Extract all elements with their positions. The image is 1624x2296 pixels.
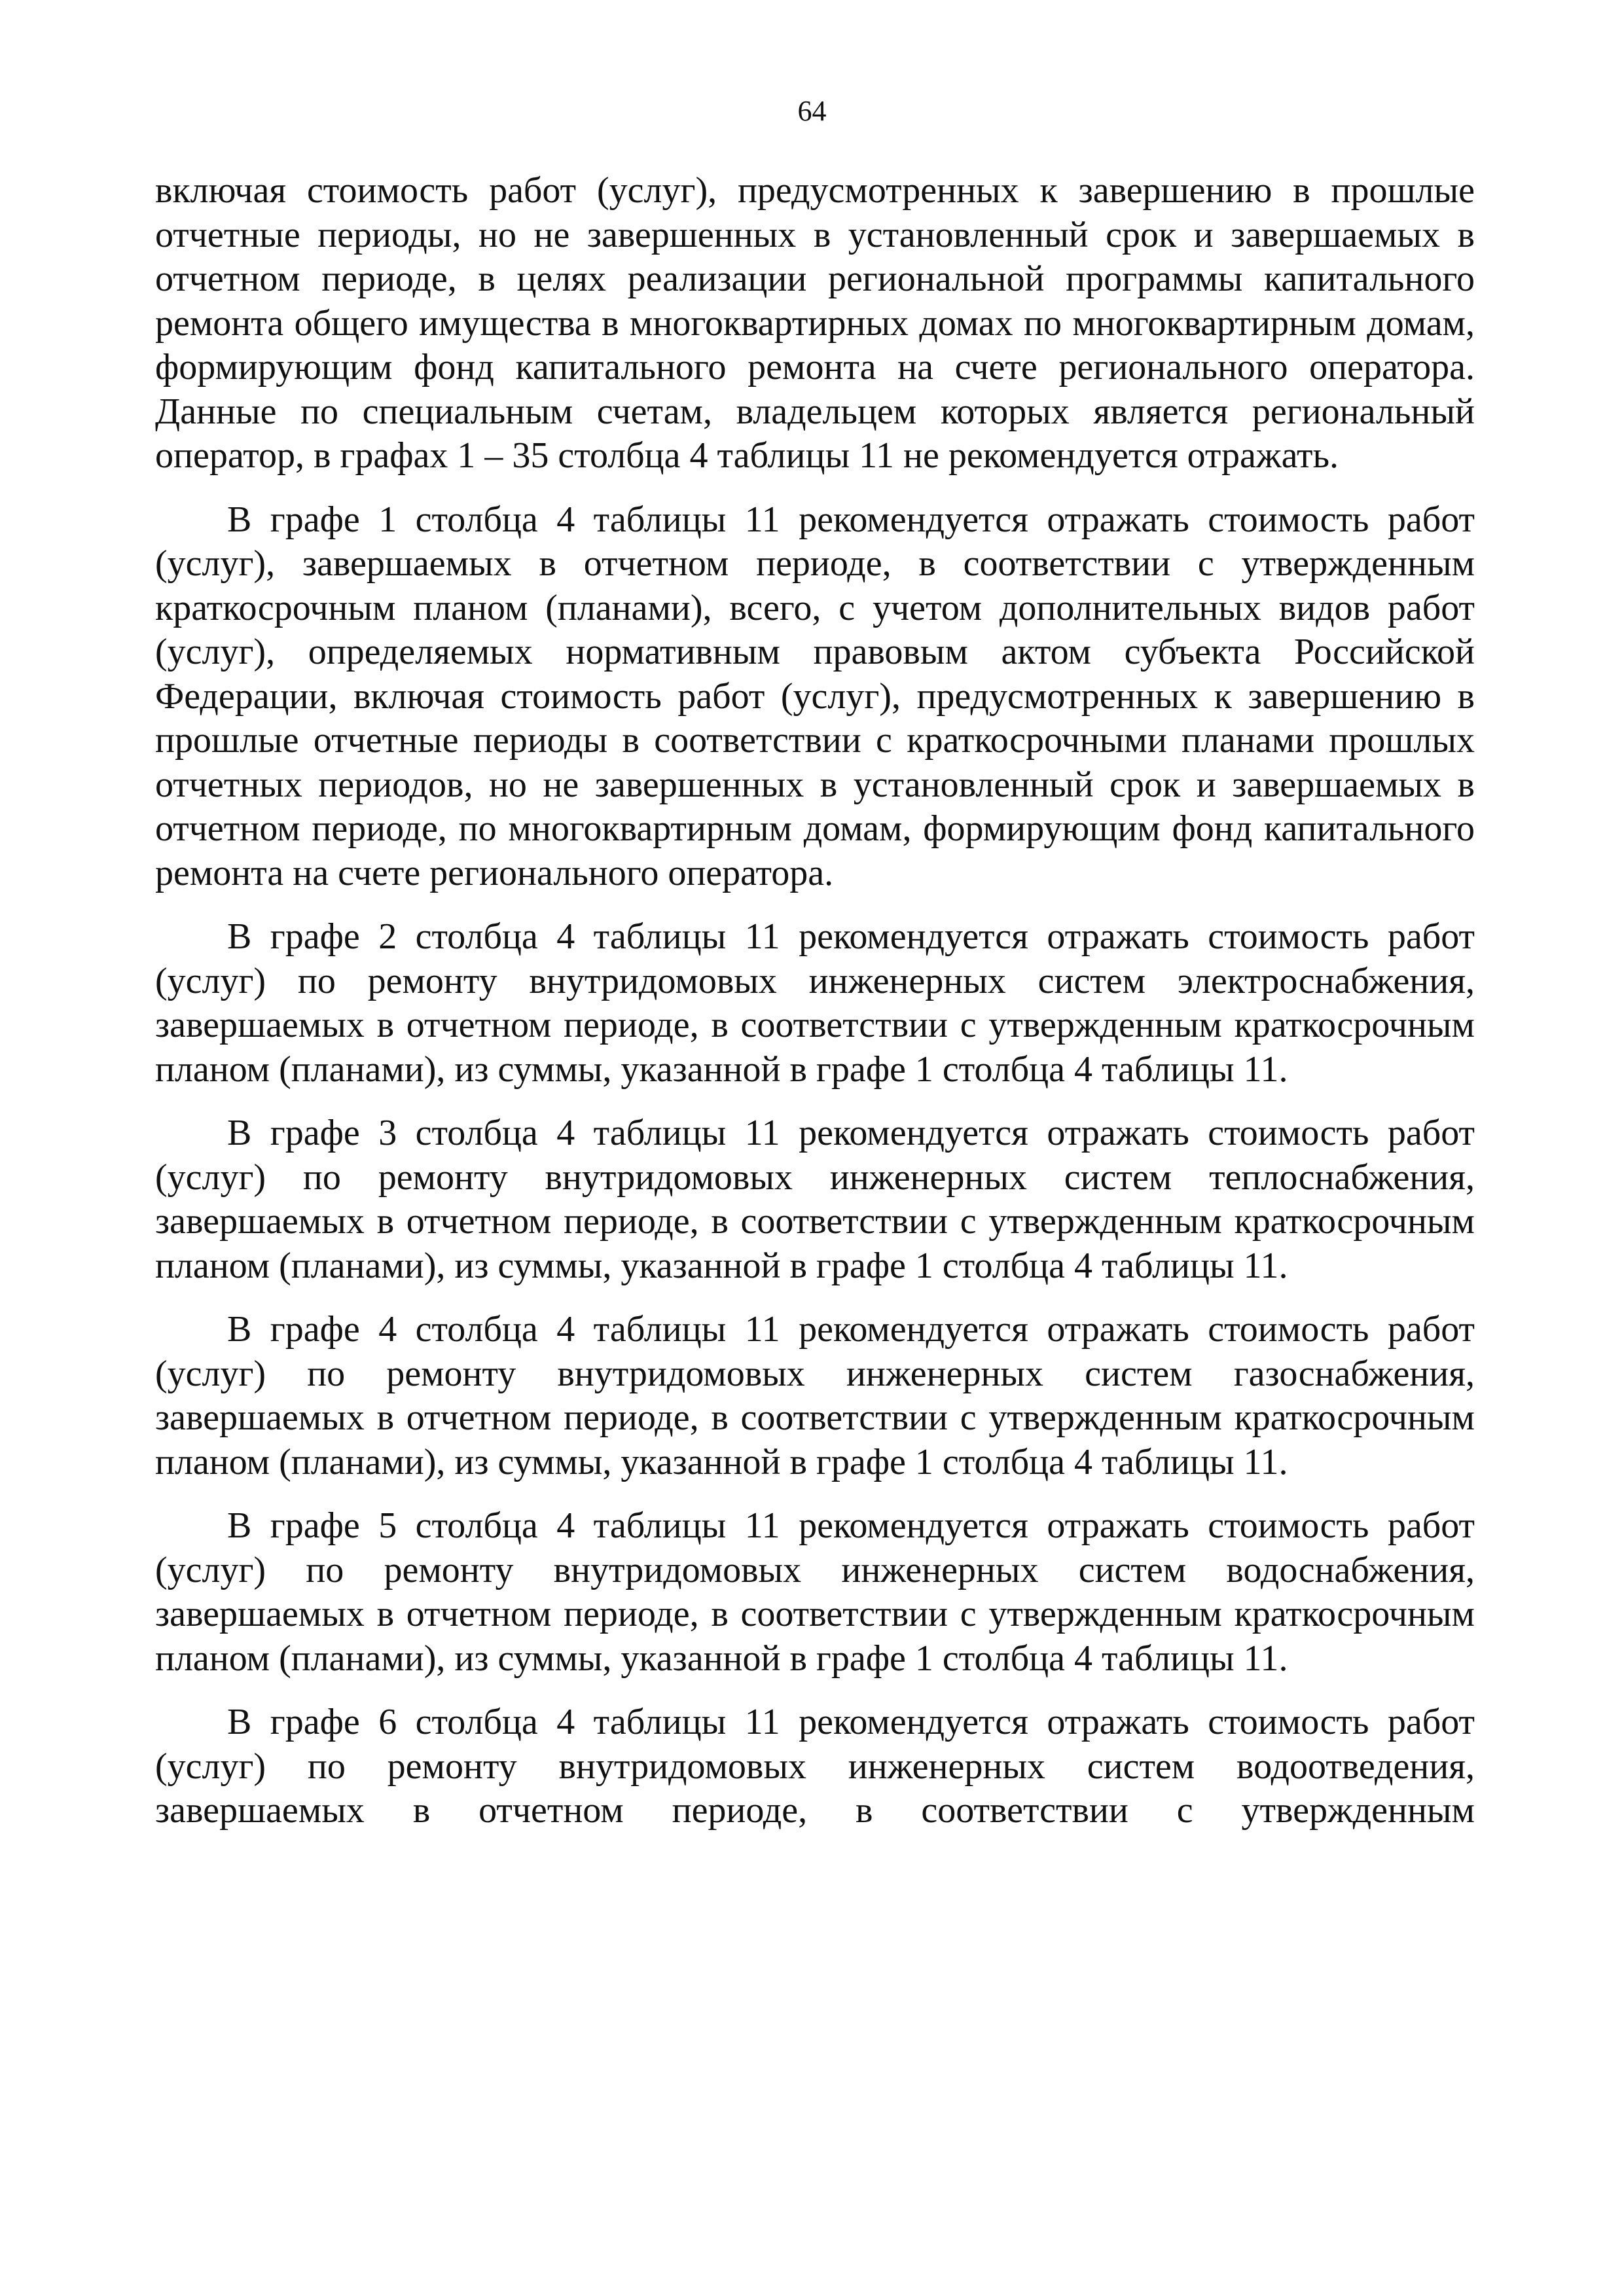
paragraph-column-1: В графе 1 столбца 4 таблицы 11 рекомендуется отражать стоимость работ (услуг), завершаемых в отчетном периоде, в соответствии с утвержденным краткосрочным планом (планами), всего, с учетом дополнительных видов работ (услуг), определяемых нормативным правовым актом субъекта Российской Федерации, включая стоимость работ (услуг), предусмотренных к завершению в прошлые отчетные периоды в соответствии с краткосрочными планами прошлых отчетных периодов, но не завершенных в установленный срок и завершаемых в отчетном периоде, по многоквартирным домам, формирующим фонд капитального ремонта на счете регионального оператора. [155, 499, 1475, 893]
paragraph-column-4: В графе 4 столбца 4 таблицы 11 рекомендуется отражать стоимость работ (услуг) по ремонту внутридомовых инженерных систем газоснабжения, завершаемых в отчетном периоде, в соответствии с утвержденным краткосрочным планом (планами), из суммы, указанной в графе 1 столбца 4 таблицы 11. [155, 1309, 1475, 1482]
paragraph-column-2: В графе 2 столбца 4 таблицы 11 рекомендуется отражать стоимость работ (услуг) по ремонту внутридомовых инженерных систем электроснабжения, завершаемых в отчетном периоде, в соответствии с утвержденным краткосрочным планом (планами), из суммы, указанной в графе 1 столбца 4 таблицы 11. [155, 916, 1475, 1090]
paragraph-continuation: включая стоимость работ (услуг), предусмотренных к завершению в прошлые отчетные периоды, но не завершенных в установленный срок и завершаемых в отчетном периоде, в целях реализации региональной программы капитального ремонта общего имущества в многоквартирных домах по многоквартирным домам, формирующим фонд капитального ремонта на счете регионального оператора. Данные по специальным счетам, владельцем которых является региональный оператор, в графах 1 – 35 столбца 4 таблицы 11 не рекомендуется отражать. [155, 170, 1475, 476]
page-number: 64 [797, 95, 827, 127]
document-body [155, 169, 1475, 1833]
paragraph-column-3: В графе 3 столбца 4 таблицы 11 рекомендуется отражать стоимость работ (услуг) по ремонту внутридомовых инженерных систем теплоснабжения, завершаемых в отчетном периоде, в соответствии с утвержденным краткосрочным планом (планами), из суммы, указанной в графе 1 столбца 4 таблицы 11. [155, 1113, 1475, 1286]
paragraph-column-6: В графе 6 столбца 4 таблицы 11 рекомендуется отражать стоимость работ (услуг) по ремонту внутридомовых инженерных систем водоотведения, завершаемых в отчетном периоде, в соответствии с утвержденным [155, 1702, 1475, 1831]
paragraph-column-5: В графе 5 столбца 4 таблицы 11 рекомендуется отражать стоимость работ (услуг) по ремонту внутридомовых инженерных систем водоснабжения, завершаемых в отчетном периоде, в соответствии с утвержденным краткосрочным планом (планами), из суммы, указанной в графе 1 столбца 4 таблицы 11. [155, 1505, 1475, 1679]
